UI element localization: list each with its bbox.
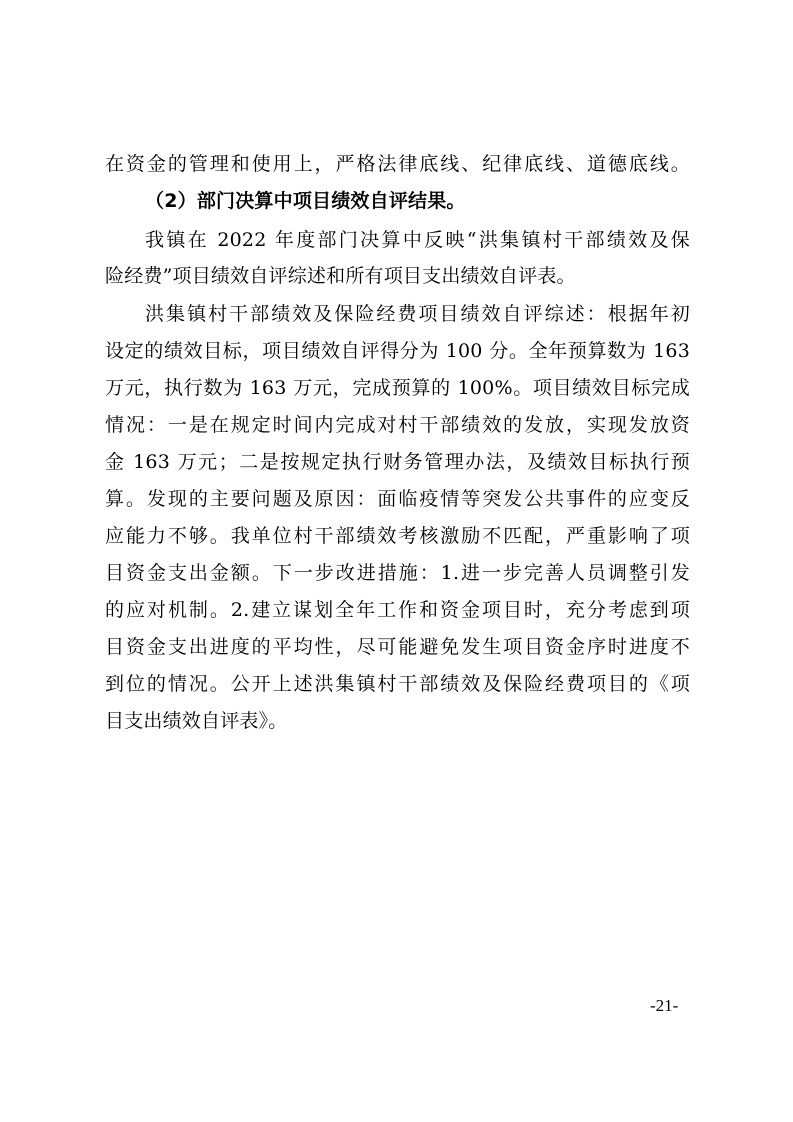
text-line-10: 算。发现的主要问题及原因：面临疫情等突发公共事件的应变反 <box>105 488 690 510</box>
text-line-12: 目资金支出金额。下一步改进措施：1.进一步完善人员调整引发 <box>105 562 690 584</box>
text-line-4: 险经费”项目绩效自评综述和所有项目支出绩效自评表。 <box>105 265 576 287</box>
text-line-8: 情况：一是在规定时间内完成对村干部绩效的发放，实现发放资 <box>105 414 690 436</box>
section-heading: （2）部门决算中项目绩效自评结果。 <box>145 190 466 212</box>
text-line-16: 目支出绩效自评表》。 <box>105 710 288 732</box>
text-line-15: 到位的情况。公开上述洪集镇村干部绩效及保险经费项目的《项 <box>105 673 690 695</box>
text-line-1: 在资金的管理和使用上，严格法律底线、纪律底线、道德底线。 <box>105 153 690 175</box>
text-line-7: 万元，执行数为 163 万元，完成预算的 100%。项目绩效目标完成 <box>105 377 690 399</box>
text-line-14: 目资金支出进度的平均性，尽可能避免发生项目资金序时进度不 <box>105 636 690 658</box>
text-line-9: 金 163 万元；二是按规定执行财务管理办法，及绩效目标执行预 <box>105 451 690 473</box>
page-number: -21- <box>650 996 679 1015</box>
text-line-13: 的应对机制。2.建立谋划全年工作和资金项目时，充分考虑到项 <box>105 599 690 621</box>
text-line-3: 我镇在 2022 年度部门决算中反映“洪集镇村干部绩效及保 <box>145 229 690 251</box>
text-line-6: 设定的绩效目标，项目绩效自评得分为 100 分。全年预算数为 163 <box>105 340 690 362</box>
text-line-11: 应能力不够。我单位村干部绩效考核激励不匹配，严重影响了项 <box>105 525 690 547</box>
text-line-5: 洪集镇村干部绩效及保险经费项目绩效自评综述：根据年初 <box>145 303 690 325</box>
